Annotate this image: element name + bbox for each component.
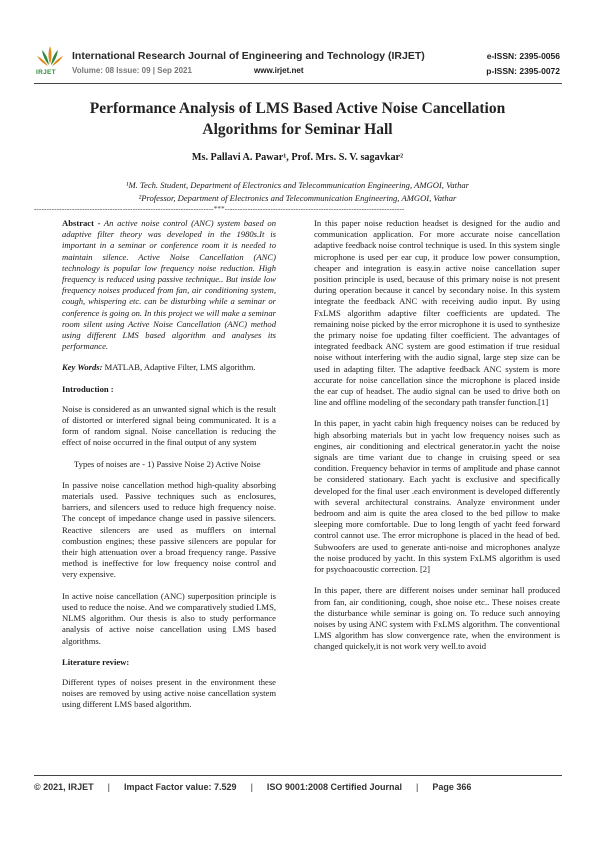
intro-paragraph-2: In passive noise cancellation method high-quality absorbing materials used. Passive techniques such as enclosures, barriers, and silencers used to reduce high frequency noise. The concept of impedance change used in passive silencers. Reactive silencers are used as mufflers on internal combustion engines; these passive silencers are popular for their high attenuation over a broad frequency range. Passive method is ineffective for low frequency noise control and very expensive. [62,479,276,580]
logo-text: IRJET [36,69,56,76]
noise-types-line: Types of noises are - 1) Passive Noise 2) Active Noise [74,458,261,469]
review-paragraph-3: In this paper, there are different noises under seminar hall produced from fan, air conditioning, cough, shoe noise etc.. These noises create the disturbance while seminar is going on. To reduce such annoying noises by using ANC system with FxLMS algorithm. The conventional LMS algorithm has slow convergence rate, when the environment is changed quickely,it is not work very well.to avoid [314,585,560,652]
p-issn: p-ISSN: 2395-0072 [486,66,560,76]
paper-authors: Ms. Pallavi A. Pawar¹, Prof. Mrs. S. V. sagavkar² [191,152,404,163]
keywords-label: Key Words: [62,362,103,373]
intro-paragraph-1: Noise is considered as an unwanted signal which is the result of distorted or interfered signal being communicated. It is a form of random signal. Noise cancellation is reducing the effect of noise occurred in the final output of any system [62,403,276,448]
footer-impact-factor: Impact Factor value: 7.529 [124,782,237,792]
affiliation-1: ¹M. Tech. Student, Department of Electronics and Telecommunication Engineering, AMGOI, Vathar [125,180,470,190]
page-footer [34,782,562,792]
footer-page-number: Page 366 [432,782,472,792]
footer-copyright: © 2021, IRJET [34,782,94,792]
review-paragraph-2: In this paper, in yacht cabin high frequency noises can be reduced by high absorbing materials but in yacht low frequency noises such as engines, air conditioning and electrical generator.in yacht the noise signals are time variant due to change in cruising speed or sea condition. Frequency behavior in terms of amplitude and phase cannot be considered stationary. Each yacht is exclusive and specifically developed for the final user .each environment is developed differently with several architectural constrains. Analyze environment under bedroom and aim is quite the area closed to the bed pillow to make sleeping more comfortable. Due to long length of yacht feed forward control cannot use. The error microphone is placed in the head of bed. Subwoofers are used to generate anti-noise and microphones analyze the noise produced by yacht. In this system FxLMS algorithm is used for psychoacoustic correction. [2] [314,418,560,575]
section-separator: -----------------------------------------------------------------------***----------------------------------------------------------------------- [34,205,405,213]
footer-separator: | [250,782,253,792]
keywords-text: MATLAB, Adaptive Filter, LMS algorithm. [102,362,256,373]
review-paragraph-1: In this paper noise reduction headset is designed for the audio and communication application. For more accurate noise cancellation adaptive feedback noise control technique is used. In this system single microphone is used per ear cup, it produce low power consumption, cheaper and integration is easy.in active noise cancellation super position principle is used, because of this primary noise is not present during operation because it cancel by secondary noise. In this system integrate the feedback ANC with receiving audio input. By using FxLMS algorithm adaptive filter coefficients are updated. The remaining noise picked by the error microphone it is used to synthesize the primary noise foe updating filter coefficient. The advantages of integrated feedback ANC system are good estimation if true residual noise without interfering with the audio signal, large step size can be used in adapting filter. The adaptive feedback ANC system is more accurate for noise cancellation since the microphone is placed inside the ear cup of headset. The audio signal can be used to drive both on line and offline modeling of the secondary path transfer function.[1] [314,218,560,408]
header-divider [34,83,562,84]
left-column [62,218,276,721]
literature-paragraph-1: Different types of noises present in the environment these noises are removed by using active noise cancellation system using different LMS based algorithm. [62,676,276,710]
journal-title: International Research Journal of Engineering and Technology (IRJET) [72,50,425,62]
introduction-heading: Introduction : [62,383,114,394]
paper-title-line-2: Algorithms for Seminar Hall [202,121,393,138]
right-column [314,218,560,663]
paper-title [40,98,555,140]
e-issn: e-ISSN: 2395-0056 [486,51,560,61]
abstract-text: An active noise control (ANC) system based on adaptive filter theory was developed in the 1980s.It is important in a seminar or conference room it is needed to maintain silence. Active Noise Cancellation (ANC) technology is popular low frequency noise reduction. High frequency is reduced using passive technique.. But inside low frequency noises produced from fan, air conditioning system, cough, whispering etc. can be disturbing while a seminar or conference is going on. In this project we will make a seminar room silent using Active Noise Cancellation (ANC) method using different LMS based algorithm and analyses its performance. [62,218,276,352]
abstract [62,218,276,352]
affiliation-2: ²Professor, Department of Electronics and Telecommunication Engineering, AMGOI, Vathar [138,193,457,203]
literature-review-heading: Literature review: [62,656,130,667]
footer-separator: | [107,782,111,792]
journal-header [34,42,562,82]
footer-divider [34,775,562,776]
footer-iso: ISO 9001:2008 Certified Journal [266,782,402,792]
footer-separator: | [415,782,419,792]
volume-issue: Volume: 08 Issue: 09 | Sep 2021 [72,66,192,75]
abstract-label: Abstract - [62,218,101,228]
paper-title-line-1: Performance Analysis of LMS Based Active Noise Cancellation [89,100,506,117]
keywords [62,362,276,373]
journal-website-link[interactable]: www.irjet.net [254,66,304,75]
intro-paragraph-3: In active noise cancellation (ANC) superposition principle is used to reduce the noise. And we comparatively studied LMS, NLMS algorithm. Our thesis is also to study performance analysis of active noise cancellation using LMS based algorithms. [62,590,276,646]
